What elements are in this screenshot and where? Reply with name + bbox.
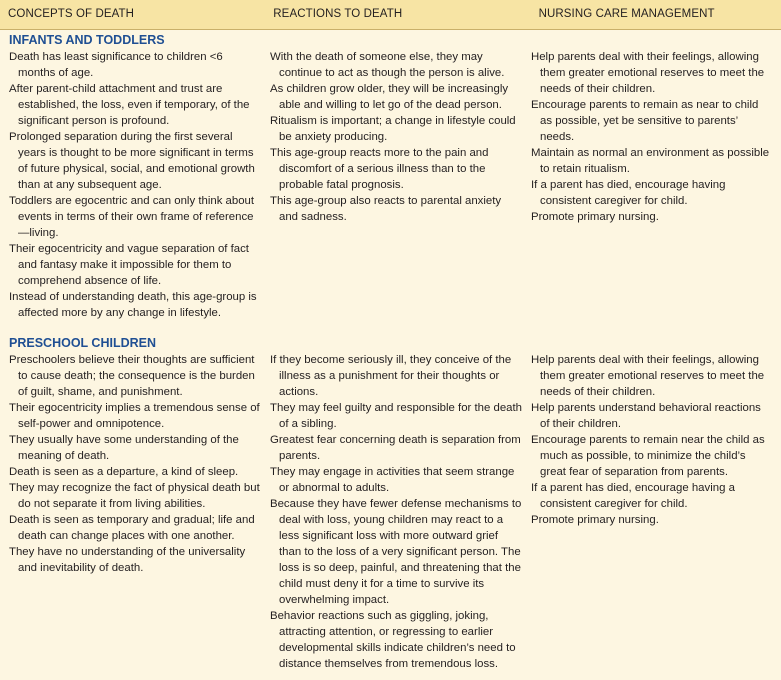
list-item: Encourage parents to remain near the child as much as possible, to minimize the child’s great fear of separation from parents. [531,434,765,478]
list-item: Encourage parents to remain as near to child as possible, yet be sensitive to parents’ needs. [531,99,759,143]
list-item: Greatest fear concerning death is separation from parents. [270,434,521,462]
header-reactions: REACTIONS TO DEATH [273,8,403,20]
list-item: Death has least significance to children <6 months of age. [9,51,223,79]
list-item: Ritualism is important; a change in lifestyle could be anxiety producing. [270,115,516,143]
list-item: Instead of understanding death, this age-group is affected more by any change in lifestyle. [9,291,257,319]
list-item: After parent-child attachment and trust are established, the loss, even if temporary, of the significant person is profound. [9,83,250,127]
concepts-column [0,49,261,321]
section-preschool [0,335,781,672]
header-concepts: CONCEPTS OF DEATH [8,8,135,20]
list-item: Promote primary nursing. [531,211,659,223]
reactions-column [261,352,522,672]
list-item: Prolonged separation during the first several years is thought to be more significant in terms of future physical, social, and emotional growth than at any subsequent age. [9,131,255,191]
list-item: Behavior reactions such as giggling, joking, attracting attention, or regressing to earlier developmental skills indicate children’s need to distance themselves from tremendous loss. [270,610,516,670]
section-row [0,352,781,672]
list-item: If they become seriously ill, they conceive of the illness as a punishment for their thoughts or actions. [270,354,512,398]
list-item: Toddlers are egocentric and can only think about events in terms of their own frame of reference—living. [9,195,255,239]
list-item: As children grow older, they will be increasingly able and willing to let go of the dead person. [270,83,509,111]
list-item: Help parents deal with their feelings, allowing them greater emotional reserves to meet the needs of their children. [531,51,765,95]
nursing-column [522,352,772,672]
list-item: Preschoolers believe their thoughts are sufficient to cause death; the consequence is the burden of guilt, shame, and punishment. [9,354,255,398]
list-item: Promote primary nursing. [531,514,659,526]
concepts-column [0,352,261,672]
list-item: This age-group reacts more to the pain and discomfort of a serious illness than to the probable fatal prognosis. [270,147,489,191]
section-infants-toddlers [0,32,781,321]
list-item: They have no understanding of the universality and inevitability of death. [9,546,246,574]
table-header [0,0,781,30]
section-row [0,49,781,321]
list-item: Death is seen as a departure, a kind of sleep. [9,466,239,478]
list-item: Maintain as normal an environment as possible to retain ritualism. [531,147,770,175]
list-item: If a parent has died, encourage having consistent caregiver for child. [531,179,726,207]
list-item: They may recognize the fact of physical death but do not separate it from living abilities. [9,482,260,510]
list-item: Help parents understand behavioral reactions of their children. [531,402,761,430]
section-title: PRESCHOOL CHILDREN [9,336,157,350]
list-item: Their egocentricity and vague separation of fact and fantasy make it impossible for them to comprehend absence of life. [9,243,249,287]
list-item: Because they have fewer defense mechanisms to deal with loss, young children may react to a less significant loss with more outward grief than to the loss of a very significant person. The loss is so deep, painful, and threatening that the child must deny it for a time to survive its overwhelming impact. [270,498,522,606]
nursing-column [522,49,772,321]
list-item: Death is seen as temporary and gradual; life and death can change places with one another. [9,514,255,542]
list-item: They may feel guilty and responsible for the death of a sibling. [270,402,523,430]
list-item: If a parent has died, encourage having a consistent caregiver for child. [531,482,735,510]
reactions-column [261,49,522,321]
list-item: Their egocentricity implies a tremendous sense of self-power and omnipotence. [9,402,260,430]
list-item: They usually have some understanding of the meaning of death. [9,434,239,462]
header-nursing: NURSING CARE MANAGEMENT [538,8,715,20]
list-item: This age-group also reacts to parental anxiety and sadness. [270,195,502,223]
list-item: Help parents deal with their feelings, allowing them greater emotional reserves to meet the needs of their children. [531,354,765,398]
list-item: They may engage in activities that seem strange or abnormal to adults. [270,466,515,494]
list-item: With the death of someone else, they may continue to act as though the person is alive. [270,51,505,79]
section-title: INFANTS AND TODDLERS [9,33,165,47]
